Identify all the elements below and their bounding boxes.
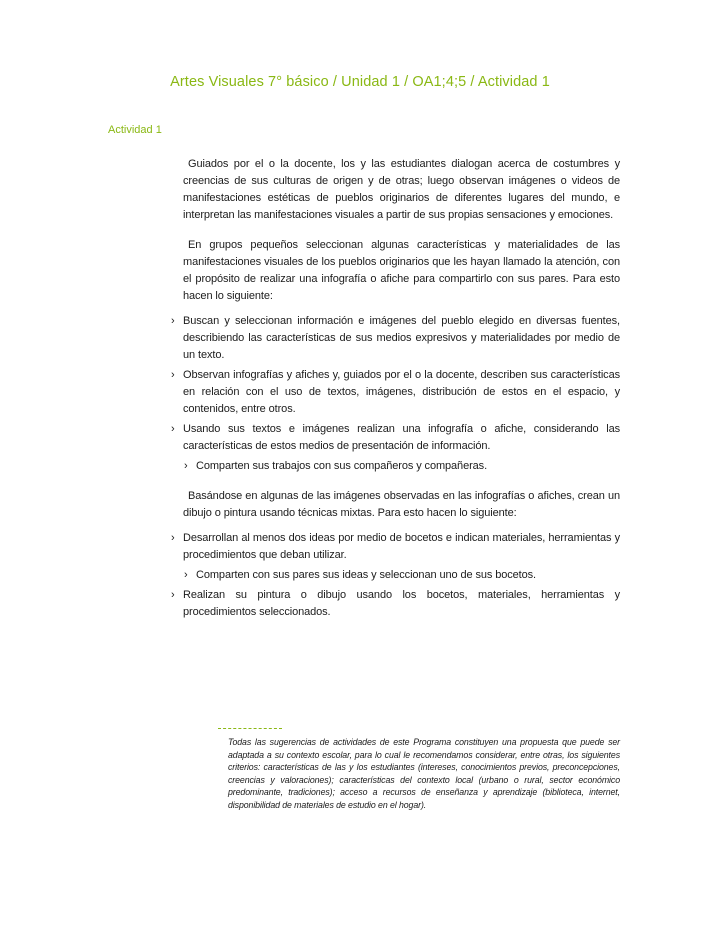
paragraph-groups: En grupos pequeños seleccionan algunas características y materialidades de las manifestaciones visuales de los pueblos originarios que les hayan llamado la atención, con el propósito de realizar una infografía o afiche para compartirlo con sus pares. Para esto hacen lo siguiente: [183, 239, 620, 302]
bullet-item [171, 313, 620, 364]
bullet-text: Observan infografías y afiches y, guiados por el o la docente, describen sus características en relación con el uso de textos, imágenes, distribución de estos en el espacio, y contenidos, entre otros. [183, 369, 620, 415]
bullet-marker-icon: › [171, 532, 175, 544]
bullet-text: Realizan su pintura o dibujo usando los bocetos, materiales, herramientas y procedimientos seleccionados. [183, 589, 620, 618]
activity-content [171, 156, 620, 621]
paragraph-drawing: Basándose en algunas de las imágenes observadas en las infografías o afiches, crean un dibujo o pintura usando técnicas mixtas. Para esto hacen lo siguiente: [183, 490, 620, 519]
sub-bullet-text: Comparten con sus pares sus ideas y seleccionan uno de sus bocetos. [196, 569, 536, 581]
activity-label: Actividad 1 [108, 124, 162, 136]
bullet-item [171, 367, 620, 418]
bullet-item [171, 421, 620, 455]
bullet-marker-icon: › [184, 569, 188, 581]
footnote-section [228, 728, 620, 811]
sub-bullet-text: Comparten sus trabajos con sus compañeros y compañeras. [196, 460, 488, 472]
bullet-marker-icon: › [171, 423, 175, 435]
bullet-text: Usando sus textos e imágenes realizan una infografía o afiche, considerando las características de estos medios de presentación de información. [183, 423, 620, 452]
bullet-marker-icon: › [184, 460, 188, 472]
bullet-marker-icon: › [171, 589, 175, 601]
bullet-item [171, 530, 620, 564]
footnote-divider [218, 728, 282, 729]
footnote-text: Todas las sugerencias de actividades de este Programa constituyen una propuesta que puede ser adaptada a su contexto escolar, para lo cual le recomendamos considerar, entre otras, los siguientes criterios: características de las y los estudiantes (intereses, conocimientos previos, preconcepciones, creencias y valoraciones); características del contexto local (urbano o rural, sector económico predominante, tradiciones); acceso a recursos de enseñanza y aprendizaje (biblioteca, internet, disponibilidad de materiales de estudio en el hogar). [228, 737, 620, 810]
sub-bullet-item [184, 458, 620, 475]
bullet-text: Buscan y seleccionan información e imágenes del pueblo elegido en diversas fuentes, describiendo las características de sus medios expresivos y materialidades por medio de un texto. [183, 315, 620, 361]
bullet-text: Desarrollan al menos dos ideas por medio de bocetos e indican materiales, herramientas y procedimientos que deban utilizar. [183, 532, 620, 561]
bullet-item [171, 587, 620, 621]
bullet-marker-icon: › [171, 315, 175, 327]
sub-bullet-item [184, 567, 620, 584]
page-title: Artes Visuales 7° básico / Unidad 1 / OA1;4;5 / Actividad 1 [170, 74, 550, 90]
paragraph-intro: Guiados por el o la docente, los y las estudiantes dialogan acerca de costumbres y creencias de sus culturas de origen y de otras; luego observan imágenes o videos de manifestaciones estéticas de pueblos originarios de diferentes lugares del mundo, e interpretan las manifestaciones visuales a partir de sus propias sensaciones y emociones. [183, 158, 620, 221]
bullet-marker-icon: › [171, 369, 175, 381]
